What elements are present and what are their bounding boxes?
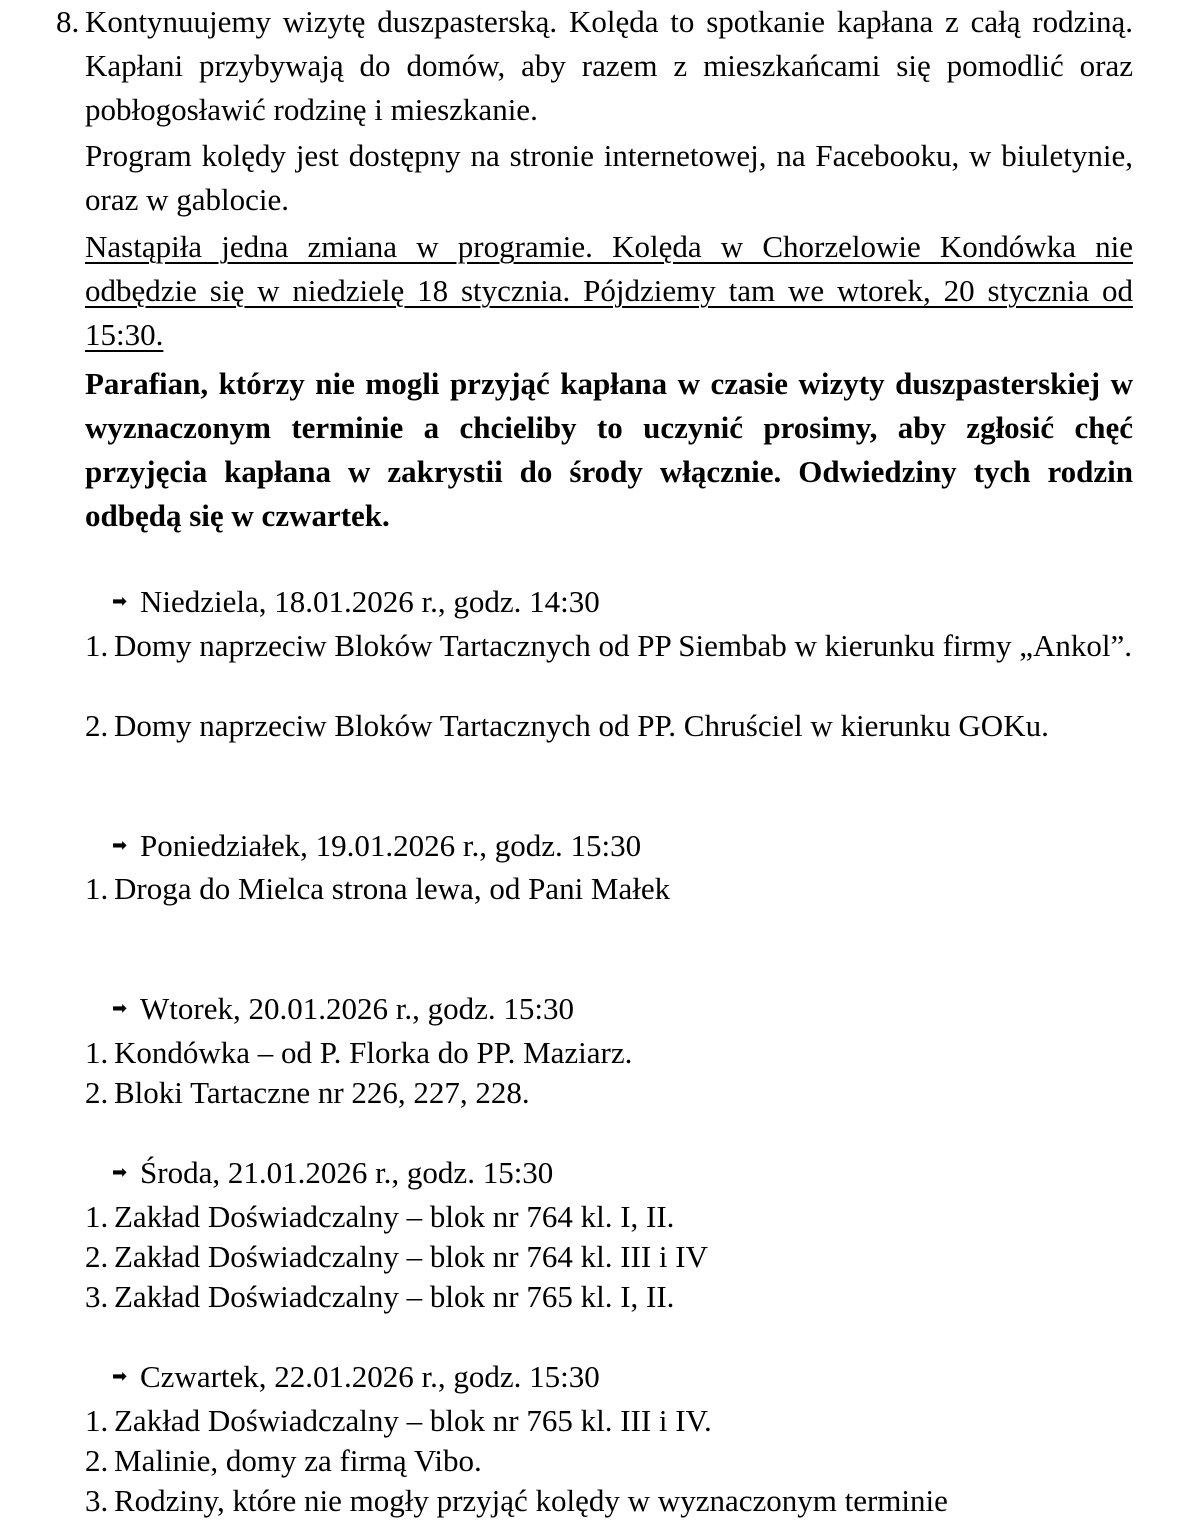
arrow-right-icon: ➡	[112, 1366, 128, 1387]
list-text: Rodziny, które nie mogły przyjąć kolędy w wyznaczonym terminie	[114, 1483, 948, 1518]
list-item	[85, 1033, 1133, 1073]
list-text: Kondówka – od P. Florka do PP. Maziarz.	[114, 1035, 633, 1070]
list-text: Malinie, domy za firmą Vibo.	[114, 1443, 482, 1478]
list-item	[85, 626, 1133, 666]
program-availability-paragraph: Program kolędy jest dostępny na stronie internetowej, na Facebooku, w biuletynie, oraz w gablocie.	[85, 138, 1133, 217]
list-item	[85, 706, 1133, 746]
day-heading-monday	[112, 826, 641, 866]
list-item	[85, 1277, 1133, 1317]
arrow-right-icon: ➡	[112, 591, 128, 612]
list-item	[85, 1401, 1133, 1441]
late-visit-request-paragraph: Parafian, którzy nie mogli przyjąć kapłana w czasie wizyty duszpasterskiej w wyznaczonym terminie a chcieliby to uczynić prosimy, aby zgłosić chęć przyjęcia kapłana w zakrystii do środy włącznie. Odwiedziny tych rodzin odbędą się w czwartek.	[85, 366, 1133, 533]
list-item	[85, 1441, 1133, 1481]
list-item	[85, 869, 1133, 909]
arrow-right-icon: ➡	[112, 998, 128, 1019]
list-text: Bloki Tartaczne nr 226, 227, 228.	[114, 1075, 530, 1110]
list-item	[85, 1237, 1133, 1277]
day-heading-text: Środa, 21.01.2026 r., godz. 15:30	[140, 1155, 554, 1190]
arrow-right-icon: ➡	[112, 1162, 128, 1183]
list-item	[85, 1197, 1133, 1237]
list-number: 2.	[85, 1443, 109, 1478]
list-number: 2.	[85, 708, 109, 743]
item-number: 8.	[56, 4, 80, 39]
day-heading-thursday	[112, 1357, 600, 1397]
list-number: 3.	[85, 1483, 109, 1518]
list-item	[85, 1481, 1133, 1521]
day-heading-tuesday	[112, 989, 574, 1029]
list-text: Zakład Doświadczalny – blok nr 764 kl. III i IV	[114, 1239, 709, 1274]
list-text: Domy naprzeciw Bloków Tartacznych od PP. Chruściel w kierunku GOKu.	[114, 708, 1049, 743]
day-heading-text: Poniedziałek, 19.01.2026 r., godz. 15:30	[140, 828, 642, 863]
list-text: Zakład Doświadczalny – blok nr 764 kl. I, II.	[114, 1199, 675, 1234]
list-number: 1.	[85, 628, 109, 663]
list-number: 2.	[85, 1075, 109, 1110]
list-number: 2.	[85, 1239, 109, 1274]
list-number: 1.	[85, 1403, 109, 1438]
day-heading-text: Czwartek, 22.01.2026 r., godz. 15:30	[140, 1359, 600, 1394]
list-text: Zakład Doświadczalny – blok nr 765 kl. I, II.	[114, 1279, 675, 1314]
day-heading-text: Wtorek, 20.01.2026 r., godz. 15:30	[140, 991, 574, 1026]
day-heading-wednesday	[112, 1153, 553, 1193]
list-text: Domy naprzeciw Bloków Tartacznych od PP Siembab w kierunku firmy „Ankol”.	[114, 628, 1133, 663]
list-item	[85, 1073, 1133, 1113]
intro-paragraph: Kontynuujemy wizytę duszpasterską. Kolęda to spotkanie kapłana z całą rodziną. Kapłani przybywają do domów, aby razem z mieszkańcami się pomodlić oraz pobłogosławić rodzinę i mieszkanie.	[85, 4, 1133, 127]
day-heading-text: Niedziela, 18.01.2026 r., godz. 14:30	[140, 584, 600, 619]
list-number: 1.	[85, 871, 109, 906]
list-number: 3.	[85, 1279, 109, 1314]
schedule-change-paragraph: Nastąpiła jedna zmiana w programie. Kolęda w Chorzelowie Kondówka nie odbędzie się w niedzielę 18 stycznia. Pójdziemy tam we wtorek, 20 stycznia od 15:30.	[85, 229, 1133, 352]
list-number: 1.	[85, 1035, 109, 1070]
day-heading-sunday	[112, 582, 600, 622]
list-text: Zakład Doświadczalny – blok nr 765 kl. III i IV.	[114, 1403, 712, 1438]
list-number: 1.	[85, 1199, 109, 1234]
list-text: Droga do Mielca strona lewa, od Pani Małek	[114, 871, 671, 906]
arrow-right-icon: ➡	[112, 835, 128, 856]
